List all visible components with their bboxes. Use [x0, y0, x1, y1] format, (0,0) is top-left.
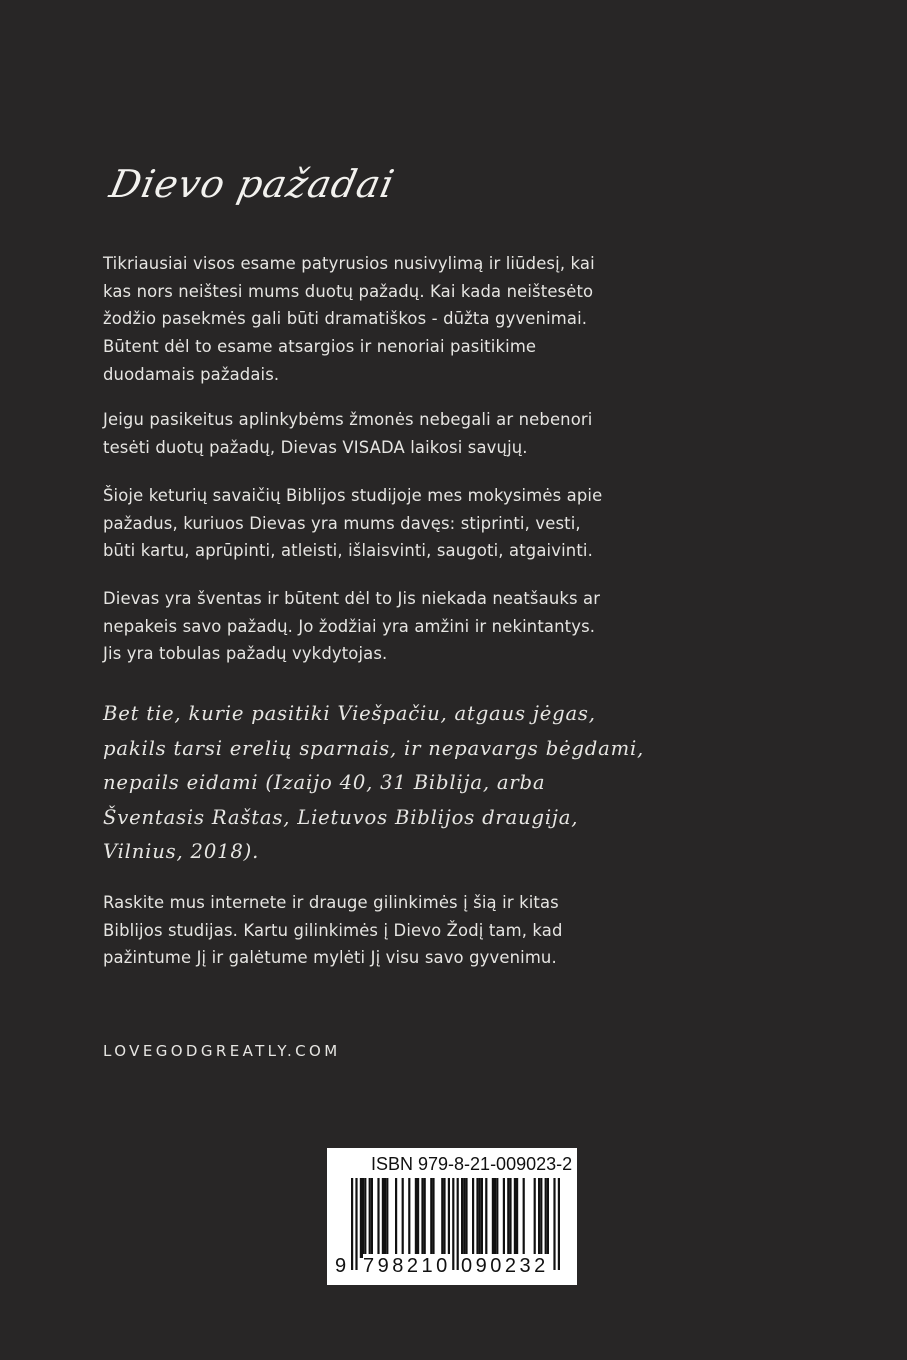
quote-line: Šventasis Raštas, Lietuvos Biblijos draugija, [103, 805, 579, 829]
barcode-bar [382, 1178, 384, 1258]
barcode-bar [377, 1178, 379, 1258]
ean-first-digit: 9 [335, 1255, 347, 1277]
barcode-bar [421, 1178, 423, 1258]
text-line: Jis yra tobulas pažadų vykdytojas. [103, 644, 388, 664]
barcode-bar [465, 1178, 467, 1258]
text-line: duodamais pažadais. [103, 364, 280, 384]
barcode-bar [364, 1178, 366, 1258]
barcode-bar [494, 1178, 496, 1258]
barcode-bar [448, 1178, 450, 1258]
ean-right-group: 090232 [461, 1255, 549, 1277]
barcode-bar [496, 1178, 498, 1258]
quote-line: Bet tie, kurie pasitiki Viešpačiu, atgaus jėgas, [103, 702, 596, 725]
barcode-bar [395, 1178, 397, 1258]
barcode-bar [463, 1178, 465, 1258]
text-line: Dievas yra šventas ir būtent dėl to Jis niekada neatšauks ar [103, 589, 601, 608]
barcode-bar [384, 1178, 386, 1258]
barcode-bar [523, 1178, 525, 1258]
barcode-bar [472, 1178, 474, 1258]
website-url: LOVEGODGREATLY.COM [103, 1042, 341, 1060]
quote-line: nepails eidami (Izaijo 40, 31 Biblija, arba [103, 771, 546, 794]
text-line: Tikriausiai visos esame patyrusios nusivylimą ir liūdesį, kai [103, 254, 595, 273]
barcode-bar [457, 1178, 459, 1270]
barcode-bar [476, 1178, 478, 1258]
barcode-bar [360, 1178, 362, 1258]
quote-line: pakils tarsi erelių sparnais, ir nepavargs bėgdami, [103, 736, 645, 760]
barcode-bar [534, 1178, 536, 1258]
barcode-bar [461, 1178, 463, 1258]
isbn-barcode [327, 1148, 577, 1285]
book-title: Dievo pažadai [106, 162, 399, 206]
scripture-quote [103, 697, 663, 870]
barcode-bar [553, 1178, 555, 1270]
barcode-bar [545, 1178, 547, 1258]
barcode-bar [514, 1178, 516, 1258]
barcode-bar [355, 1178, 357, 1270]
text-line: kas nors neištesi mums duotų pažadų. Kai kada neištesėto [103, 281, 594, 301]
barcode-bar [509, 1178, 511, 1258]
ean-left-group: 798210 [363, 1255, 451, 1277]
barcode-bar [386, 1178, 388, 1258]
barcode-bar [362, 1178, 364, 1258]
barcode-bar [547, 1178, 549, 1258]
paragraph-study [103, 482, 663, 565]
barcode-bar [485, 1178, 487, 1258]
text-line: Būtent dėl to esame atsargios ir nenoriai pasitikime [103, 337, 537, 357]
text-line: žodžio pasekmės gali būti dramatiškos - dūžta gyvenimai. [103, 309, 588, 329]
barcode-bar [441, 1178, 443, 1258]
barcode-bar [503, 1178, 505, 1258]
paragraph-intro [103, 250, 663, 389]
barcode-bar [408, 1178, 410, 1258]
barcode-bar [443, 1178, 445, 1258]
text-line: pažintume Jį ir galėtume mylėti Jį visu savo gyvenimu. [103, 948, 557, 968]
barcode-bar [481, 1178, 483, 1258]
text-line: nepakeis savo pažadų. Jo žodžiai yra amžini ir nekintantys. [103, 616, 596, 636]
barcode-bar [479, 1178, 481, 1258]
barcode-bar [369, 1178, 371, 1258]
paragraph-promises [103, 406, 663, 461]
text-line: Raskite mus internete ir drauge gilinkimės į šią ir kitas [103, 893, 559, 912]
text-line: būti kartu, aprūpinti, atleisti, išlaisvinti, saugoti, atgaivinti. [103, 541, 593, 561]
quote-line: Vilnius, 2018). [103, 840, 260, 863]
barcode-bar [371, 1178, 373, 1258]
barcode-bar [351, 1178, 353, 1270]
barcode-bar [516, 1178, 518, 1258]
barcode-bar [417, 1178, 419, 1258]
text-line: tesėti duotų pažadų, Dievas VISADA laikosi savųjų. [103, 437, 528, 457]
barcode-bar [424, 1178, 426, 1258]
barcode-bar [538, 1178, 540, 1258]
barcode-bar [558, 1178, 560, 1270]
barcode-bar [452, 1178, 454, 1270]
text-line: Jeigu pasikeitus aplinkybėms žmonės nebegali ar nebenori [103, 410, 593, 429]
paragraph-holiness [103, 585, 663, 668]
barcode-bar [507, 1178, 509, 1258]
barcode-bar [402, 1178, 404, 1258]
paragraph-find-us [103, 889, 663, 972]
text-line: Biblijos studijas. Kartu gilinkimės į Dievo Žodį tam, kad [103, 920, 563, 940]
barcode-bar [540, 1178, 542, 1258]
barcode-bar [415, 1178, 417, 1258]
text-line: Šioje keturių savaičių Biblijos studijoje mes mokysimės apie [103, 486, 603, 505]
barcode-bar [430, 1178, 432, 1258]
text-line: pažadus, kuriuos Dievas yra mums davęs: stiprinti, vesti, [103, 513, 581, 533]
barcode-bar [492, 1178, 494, 1258]
barcode-bar [432, 1178, 434, 1258]
isbn-label: ISBN 979-8-21-009023-2 [371, 1154, 573, 1174]
